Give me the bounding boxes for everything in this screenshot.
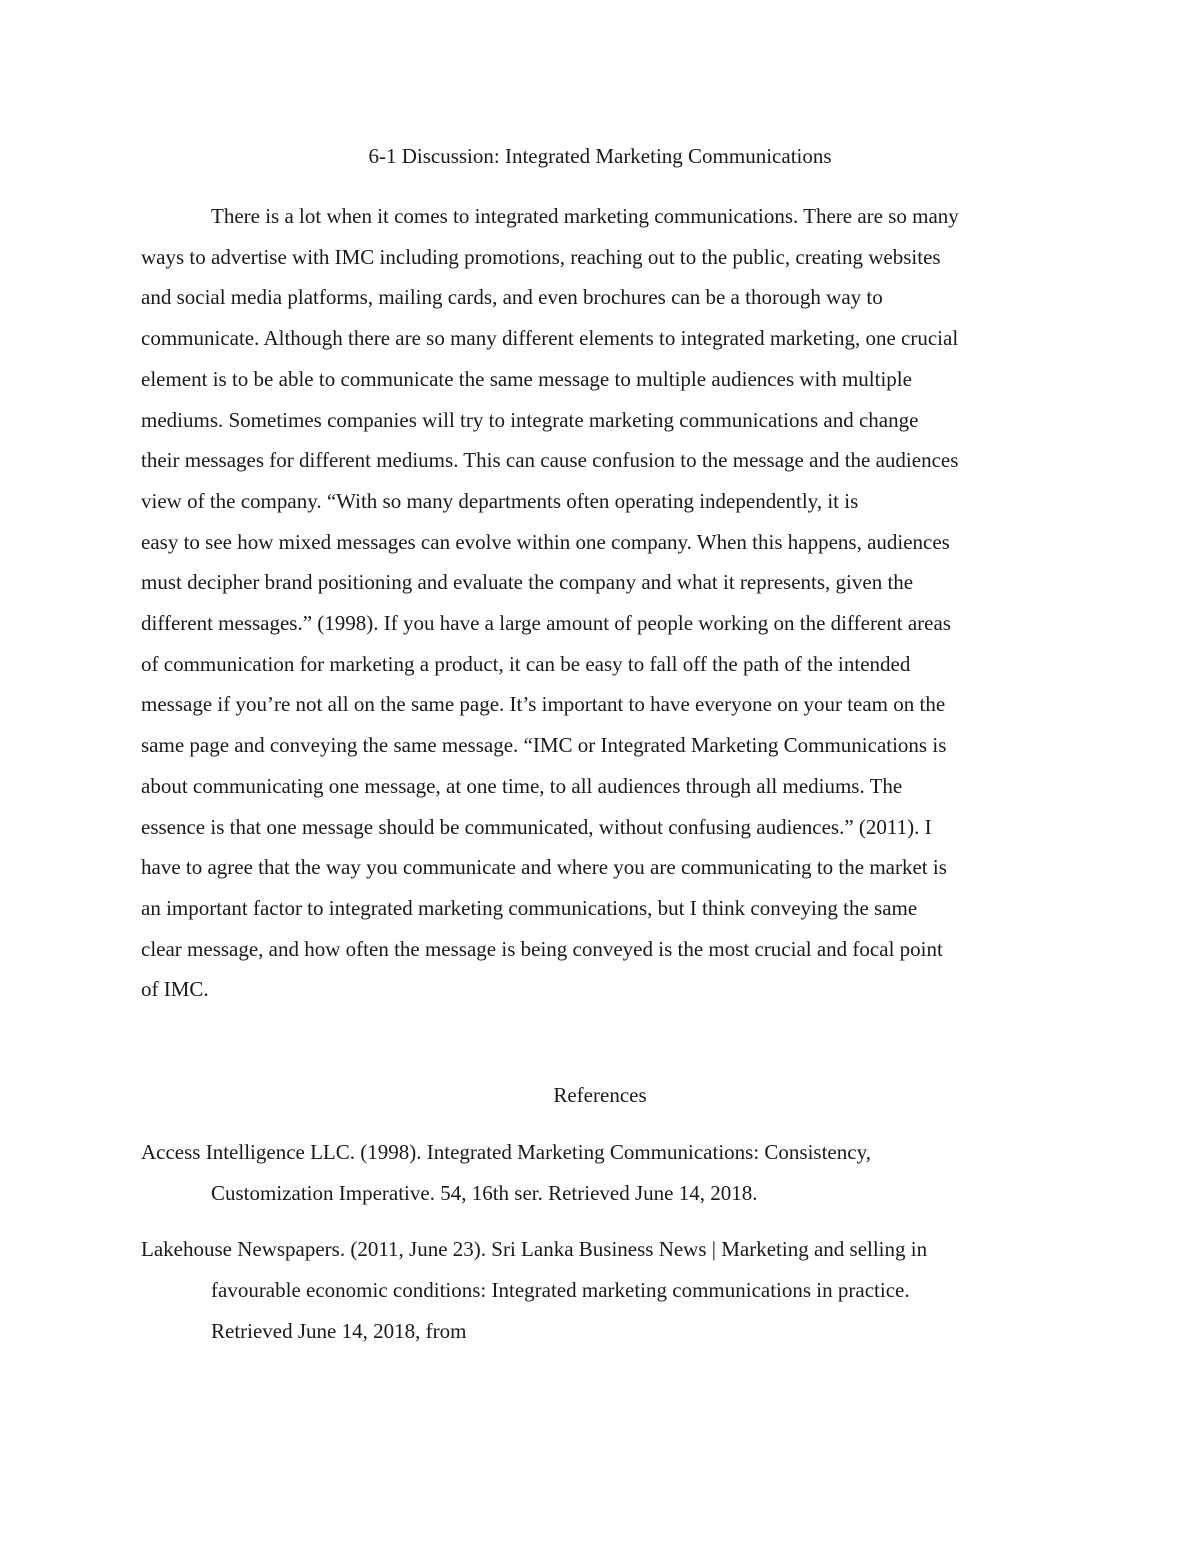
paragraph-line: clear message, and how often the message is being conveyed is the most crucial and focal point — [141, 936, 943, 961]
paragraph-line: and social media platforms, mailing cards, and even brochures can be a thorough way to — [141, 285, 883, 310]
paragraph-line: message if you’re not all on the same page. It’s important to have everyone on your team on the — [141, 692, 946, 717]
reference-entry — [141, 1229, 1061, 1352]
paragraph-line: of IMC. — [141, 977, 209, 1002]
paragraph-line: communicate. Although there are so many different elements to integrated marketing, one crucial — [141, 326, 959, 351]
paragraph-line: different messages.” (1998). If you have a large amount of people working on the different areas — [141, 611, 951, 636]
reference-line: favourable economic conditions: Integrated marketing communications in practice. — [211, 1278, 910, 1302]
paragraph-line: an important factor to integrated marketing communications, but I think conveying the same — [141, 895, 918, 920]
paragraph-line: There is a lot when it comes to integrated marketing communications. There are so many — [211, 204, 959, 228]
reference-entry — [141, 1132, 1061, 1214]
reference-line: Customization Imperative. 54, 16th ser. Retrieved June 14, 2018. — [211, 1181, 758, 1205]
paragraph-line: of communication for marketing a product, it can be easy to fall off the path of the intended — [141, 651, 911, 676]
document-title: 6-1 Discussion: Integrated Marketing Communications — [368, 144, 832, 168]
paragraph-line: mediums. Sometimes companies will try to integrate marketing communications and change — [141, 407, 919, 432]
paragraph-line: about communicating one message, at one time, to all audiences through all mediums. The — [141, 773, 903, 798]
paragraph-line: their messages for different mediums. This can cause confusion to the message and the audiences — [141, 448, 959, 473]
paragraph-line: have to agree that the way you communicate and where you are communicating to the market is — [141, 855, 947, 880]
paragraph-line: element is to be able to communicate the same message to multiple audiences with multiple — [141, 366, 912, 391]
reference-line: Lakehouse Newspapers. (2011, June 23). Sri Lanka Business News | Marketing and selling in — [141, 1237, 928, 1261]
reference-line: Retrieved June 14, 2018, from — [211, 1319, 467, 1343]
paragraph-line: view of the company. “With so many departments often operating independently, it is — [141, 488, 859, 513]
paragraph-line: same page and conveying the same message. “IMC or Integrated Marketing Communications is — [141, 733, 947, 758]
paragraph-line: essence is that one message should be communicated, without confusing audiences.” (2011). I — [141, 814, 932, 839]
paragraph-line: easy to see how mixed messages can evolve within one company. When this happens, audiences — [141, 529, 950, 554]
body-paragraph — [141, 196, 1061, 1010]
reference-line: Access Intelligence LLC. (1998). Integrated Marketing Communications: Consistency, — [141, 1140, 871, 1164]
references-heading: References — [553, 1083, 647, 1107]
paragraph-line: must decipher brand positioning and evaluate the company and what it represents, given the — [141, 570, 914, 595]
paragraph-line: ways to advertise with IMC including promotions, reaching out to the public, creating websites — [141, 244, 941, 269]
